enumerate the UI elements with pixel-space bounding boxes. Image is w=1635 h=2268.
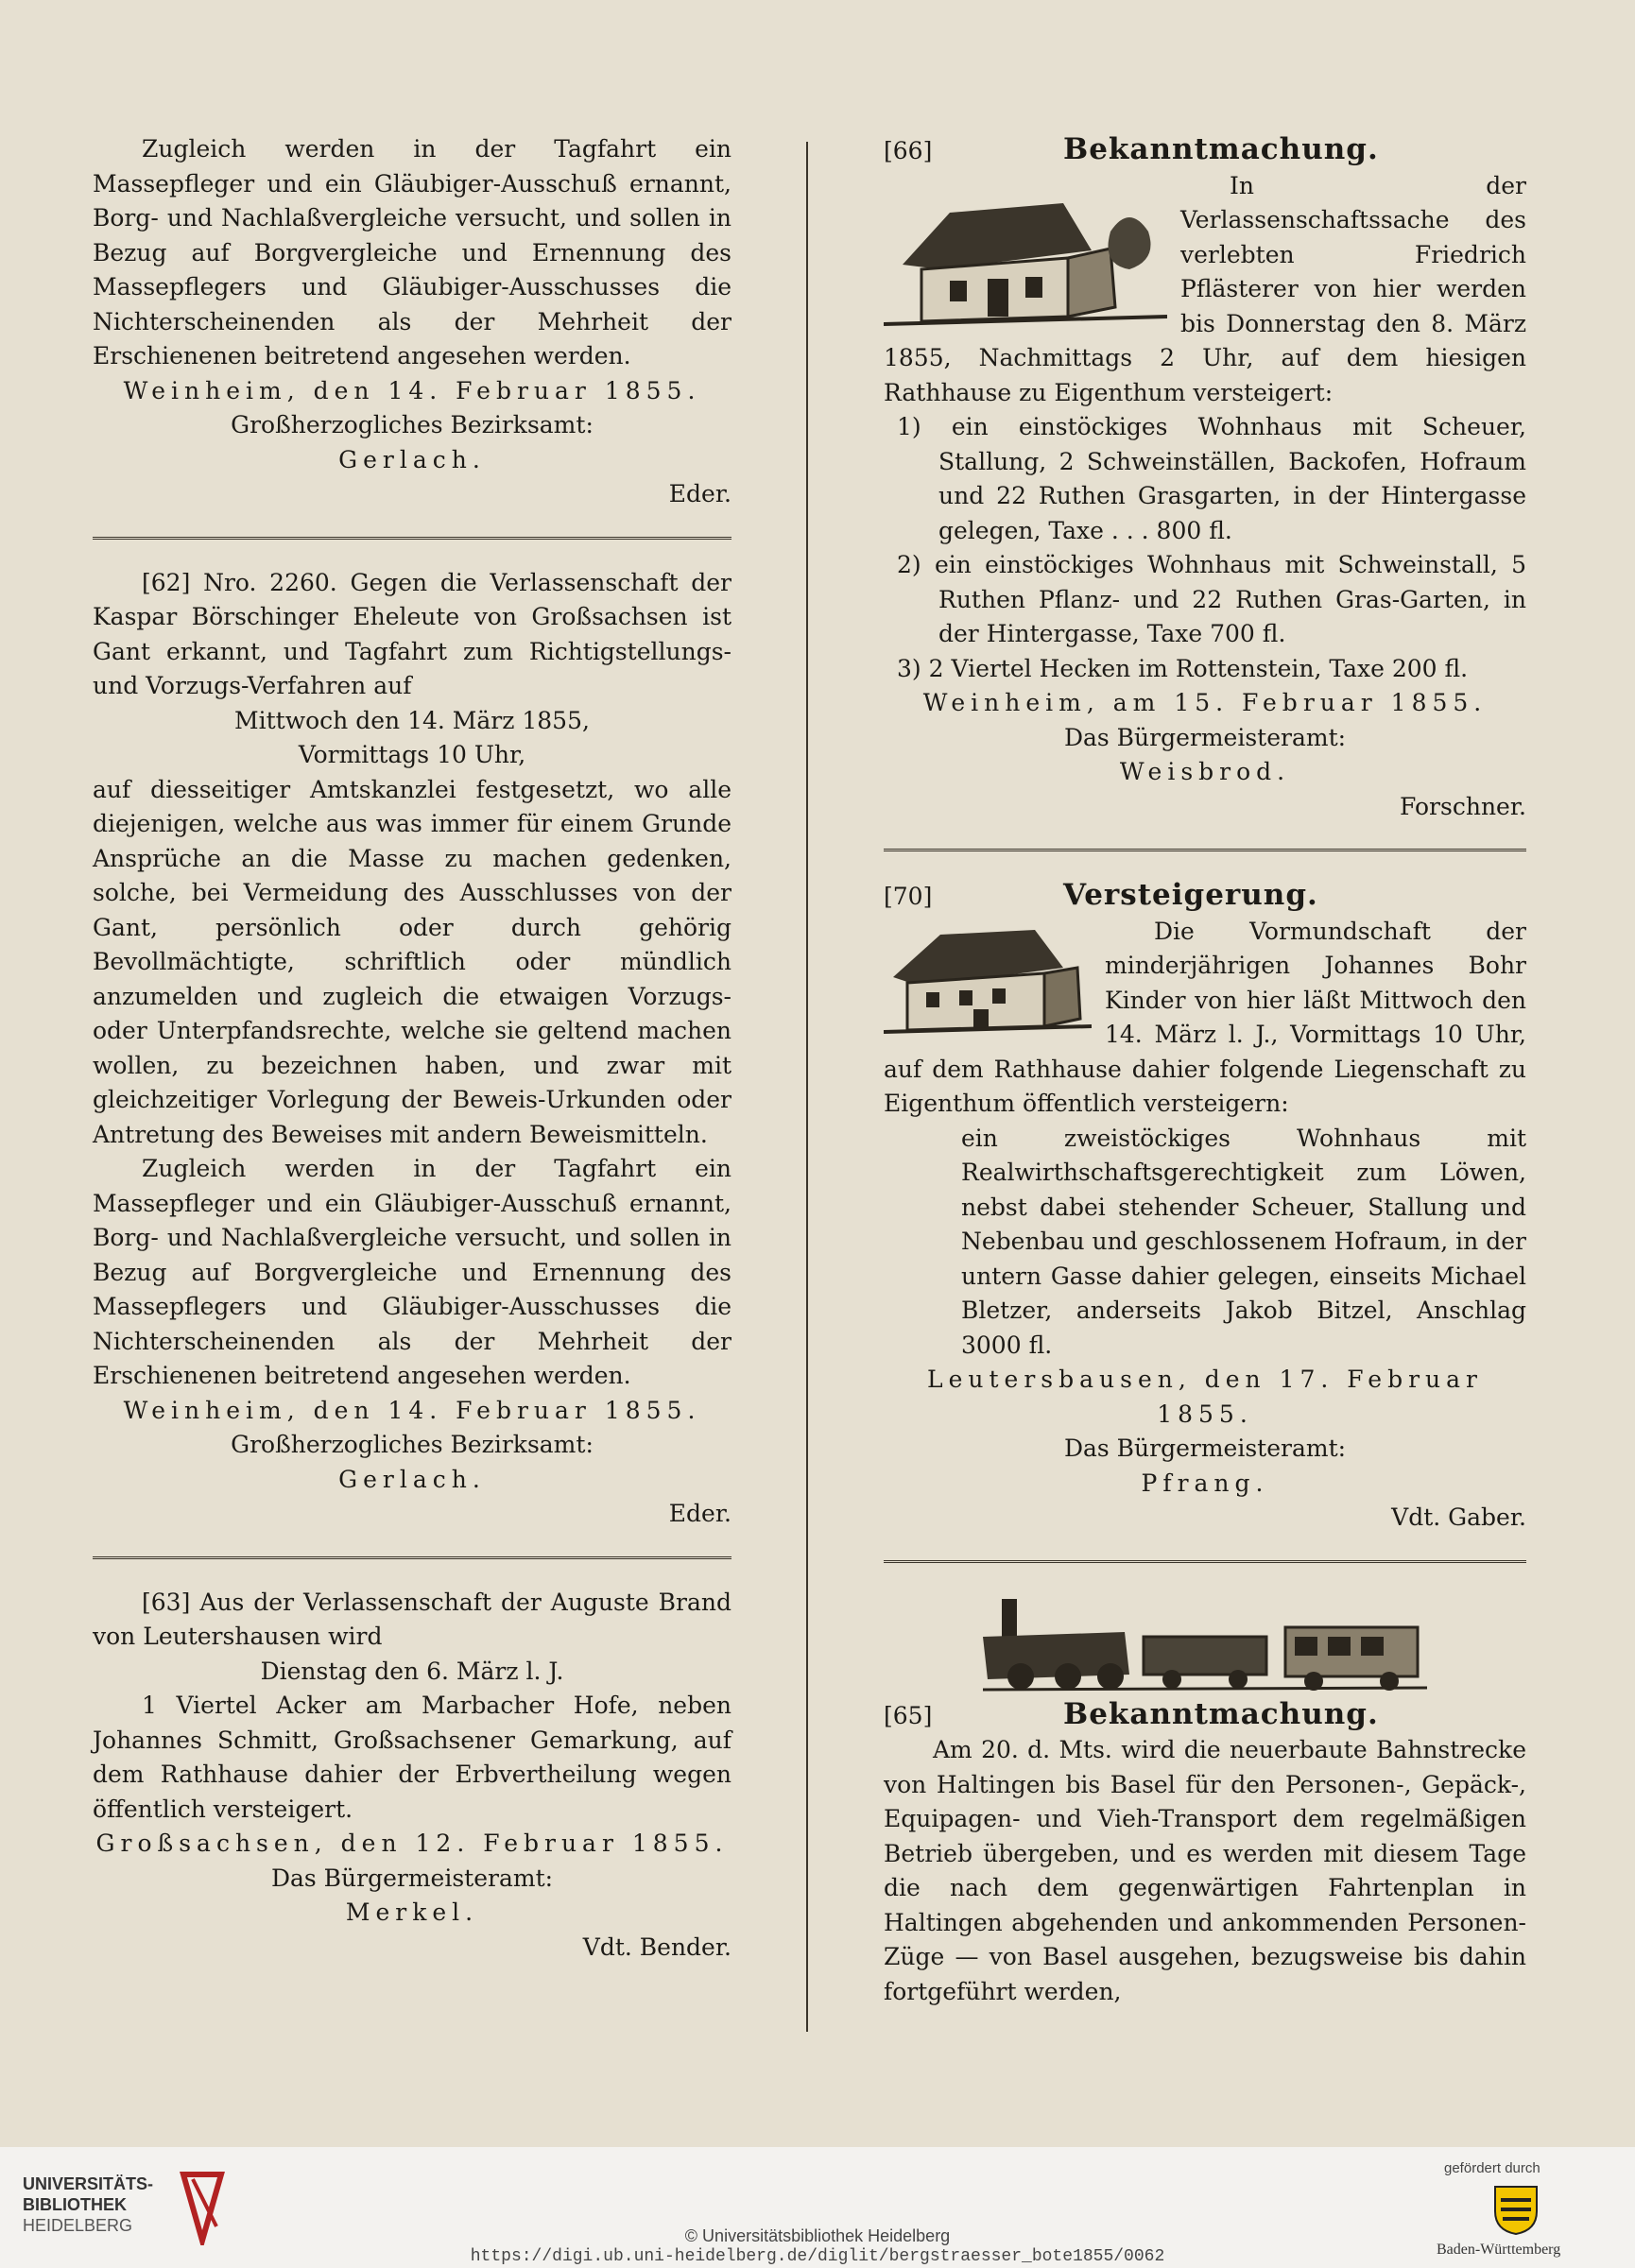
notice-63-date: Dienstag den 6. März l. J. (260, 1657, 564, 1685)
notice-62-office: Großherzogliches Bezirksamt: (231, 1431, 594, 1458)
left-column (93, 132, 731, 1965)
notice-66-number: [66] (884, 137, 933, 164)
notice-66-item-3: 3) 2 Viertel Hecken im Rottenstein, Taxe 200 fl. (897, 654, 1469, 682)
library-footer (0, 2147, 1635, 2268)
notice-70-text: Die Vormundschaft der minderjährigen Johannes Bohr Kinder von hier läßt Mittwoch den 14. März l. J., Vormittags 10 Uhr, auf dem Rathhause dahier folgende Liegenschaft zu Eigenthum öffentlich versteigern: (884, 917, 1526, 1117)
inn-woodcut-icon (884, 920, 1092, 1034)
notice-62-intro (93, 566, 731, 704)
copyright-text: © Universitätsbibliothek Heidelberg (684, 2226, 951, 2245)
column-separator (806, 142, 808, 2032)
notice-66-item-2: 2) ein einstöckiges Wohnhaus mit Schweinstall, 5 Ruthen Pflanz- und 22 Ruthen Gras-Garten, in der Hintergasse, Taxe 700 fl. (897, 551, 1526, 647)
notice-70-place-date: Leutersbausen, den 17. Februar 1855. (927, 1366, 1483, 1428)
notice-63-official: Merkel. (345, 1899, 479, 1926)
notice-63-number: [63] (142, 1588, 191, 1616)
continued-official: Gerlach. (338, 445, 486, 473)
house-woodcut-icon (884, 175, 1167, 326)
notice-65-header (884, 1697, 1526, 1734)
notice-70-number: [70] (884, 883, 933, 910)
notice-66-clerk: Forschner. (1400, 792, 1526, 820)
notice-62-number: [62] (142, 568, 191, 596)
notice-62-official: Gerlach. (338, 1465, 486, 1493)
continued-clerk: Eder. (668, 480, 731, 507)
divider (93, 537, 731, 540)
notice-65-text: Am 20. d. Mts. wird die neuerbaute Bahnstrecke von Haltingen bis Basel für den Personen-, Gepäck-, Equipagen- und Vieh-Transport dem regelmäßigen Betrieb übergeben, und es werden mit diesem Tage die nach dem gegenwärtigen Fahrtenplan in Haltingen abgehenden und ankommenden Personen-Züge — von Basel ausgehen, bezugsweise bis dahin fortgeführt werden, (884, 1736, 1526, 2005)
sponsor-label: Baden-Württemberg (1437, 2242, 1561, 2258)
notice-63-intro (93, 1586, 731, 1655)
notice-62-clerk: Eder. (668, 1500, 731, 1527)
notice-62-time: Vormittags 10 Uhr, (298, 741, 526, 768)
logo-line-3: HEIDELBERG (23, 2216, 133, 2235)
divider (884, 849, 1526, 851)
permalink-url[interactable]: https://digi.ub.uni-heidelberg.de/diglit/bergstraesser_bote1855/0062 (470, 2247, 1165, 2266)
divider (884, 1560, 1526, 1563)
notice-63-text: Aus der Verlassenschaft der Auguste Brand von Leutershausen wird (93, 1588, 732, 1650)
notice-63-place-date: Großsachsen, den 12. Februar 1855. (95, 1830, 729, 1857)
notice-62-body2: Zugleich werden in der Tagfahrt ein Massepfleger und ein Gläubiger-Ausschuß ernannt, Borg- und Nachlaßvergleiche versucht, und sollen in Bezug auf Borgvergleiche und Ernennung des Massepflegers und Gläubiger-Ausschusses die Nichterscheinenden als der Mehrheit der Erschienenen beitretend angesehen werden. (93, 1155, 731, 1389)
notice-70-header (884, 878, 1526, 915)
train-woodcut-icon (983, 1589, 1427, 1693)
notice-70-item: ein zweistöckiges Wohnhaus mit Realwirthschaftsgerechtigkeit zum Löwen, nebst dabei stehender Scheuer, Stallung und Nebenbau und geschlossenem Hofraum, in der untern Gasse dahier gelegen, einseits Michael Bletzer, anderseits Jakob Bitzel, Anschlag 3000 fl. (961, 1124, 1526, 1359)
notice-62-place-date: Weinheim, den 14. Februar 1855. (123, 1396, 701, 1424)
notice-62-text: Nro. 2260. Gegen die Verlassenschaft der Kaspar Börschinger Eheleute von Großsachsen ist Gant erkannt, und Tagfahrt zum Richtigstellungs- und Vorzugs-Verfahren auf (93, 568, 731, 699)
funded-by-label: gefördert durch (1444, 2160, 1540, 2176)
notice-65-title: Bekanntmachung. (1063, 1696, 1379, 1731)
notice-63-clerk: Vdt. Bender. (582, 1933, 731, 1961)
continued-office: Großherzogliches Bezirksamt: (231, 411, 594, 438)
right-column (884, 132, 1526, 2009)
divider (93, 1556, 731, 1559)
notice-62-body: auf diesseitiger Amtskanzlei festgesetzt, wo alle diejenigen, welche aus was immer für einem Grunde Ansprüche an die Masse zu machen gedenken, solche, bei Vermeidung des Ausschlusses von der Gant, persönlich oder durch gehörig Bevollmächtigte, schriftlich oder mündlich anzumelden und zugleich die etwaigen Vorzugs- oder Unterpfandsrechte, welche sie geltend machen wollen, zu bezeichnen haben, und zwar mit gleichzeitiger Vorlegung der Beweis-Urkunden oder Antretung des Beweises mit andern Beweismitteln. (93, 775, 731, 1148)
notice-66-official: Weisbrod. (1119, 758, 1291, 785)
notice-62-date: Mittwoch den 14. März 1855, (234, 706, 590, 734)
notice-63-body: 1 Viertel Acker am Marbacher Hofe, neben Johannes Schmitt, Großsachsener Gemarkung, auf dem Rathhause dahier der Erbvertheilung wegen öffentlich versteigert. (93, 1692, 731, 1823)
notice-65-number: [65] (884, 1701, 933, 1729)
notice-70-title: Versteigerung. (1063, 878, 1318, 912)
notice-66-header (884, 132, 1526, 169)
continued-place-date: Weinheim, den 14. Februar 1855. (123, 376, 701, 404)
notice-66-office: Das Bürgermeisteramt: (1063, 723, 1347, 751)
logo-line-1: UNIVERSITÄTS- (23, 2174, 154, 2193)
notice-70-official: Pfrang. (1141, 1469, 1269, 1497)
logo-line-2: BIBLIOTHEK (23, 2195, 127, 2214)
notice-66-place-date: Weinheim, am 15. Februar 1855. (922, 689, 1488, 716)
continued-notice-text: Zugleich werden in der Tagfahrt ein Massepfleger und ein Gläubiger-Ausschuß ernannt, Borg- und Nachlaßvergleiche versucht, und sollen in Bezug auf Borgvergleiche und Ernennung des Massepflegers und Gläubiger-Ausschusses die Nichterscheinenden als der Mehrheit der Erschienenen beitretend angesehen werden. (93, 135, 731, 369)
notice-70-clerk: Vdt. Gaber. (1391, 1503, 1526, 1531)
coat-of-arms-icon (1491, 2183, 1540, 2236)
notice-63-office: Das Bürgermeisteramt: (270, 1864, 554, 1892)
notice-70-office: Das Bürgermeisteramt: (1063, 1435, 1347, 1462)
notice-66-text: In der Verlassenschaftssache des verlebten Friedrich Pflästerer von hier werden bis Donnerstag den 8. März 1855, Nachmittags 2 Uhr, auf dem hiesigen Rathhause zu Eigenthum versteigert: (884, 171, 1526, 406)
notice-66-item-1: 1) ein einstöckiges Wohnhaus mit Scheuer, Stallung, 2 Schweinställen, Backofen, Hofraum und 22 Ruthen Grasgarten, in der Hintergasse gelegen, Taxe . . . 800 fl. (897, 413, 1526, 544)
notice-66-title: Bekanntmachung. (1063, 132, 1379, 166)
